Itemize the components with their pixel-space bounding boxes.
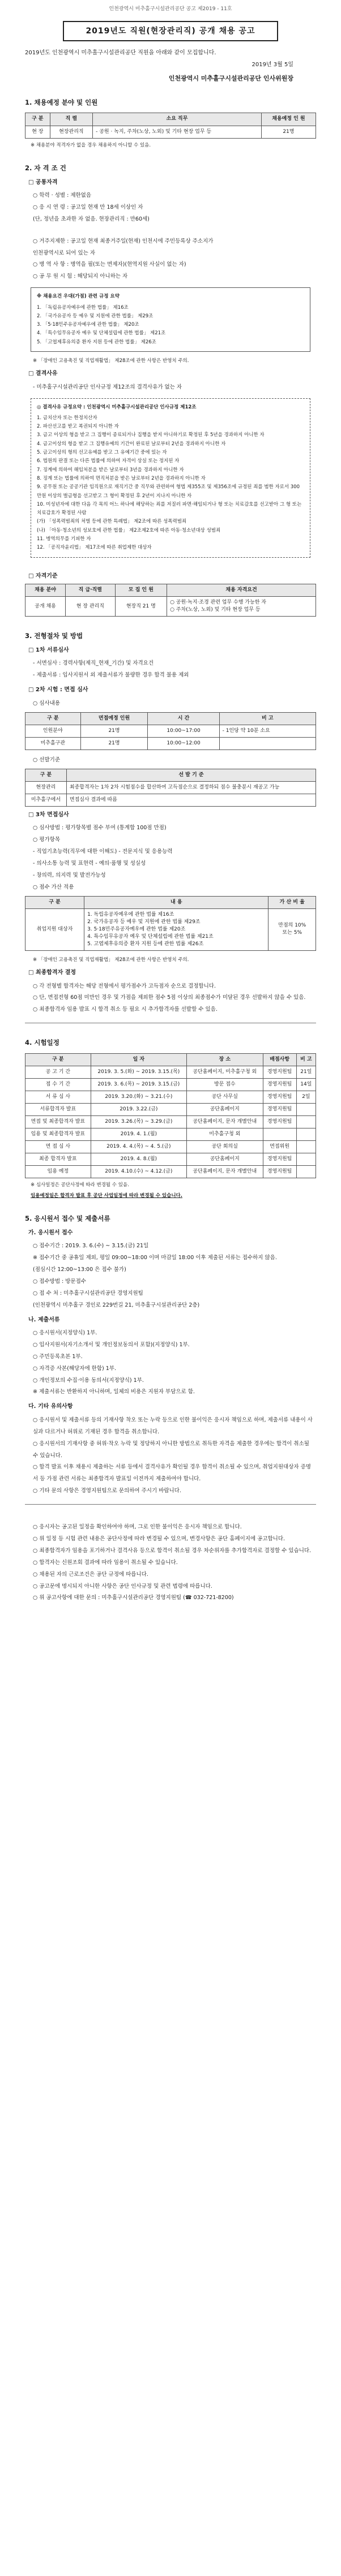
text-line: ○ 병 역 사 항 : 병역을 필(또는 면제자)(현역지원 사실이 없는 자) — [33, 261, 186, 268]
table-cell: 21명 — [80, 725, 148, 737]
column-header: 선 발 기 준 — [66, 769, 316, 781]
table-row — [25, 1116, 316, 1128]
text-line: 3. 「5·18민주유공자예우에 관한 법률」 제20조 — [37, 322, 139, 328]
text-line: ○ 응시원서(지정양식) 1부. — [33, 1330, 97, 1336]
table-row — [25, 1153, 316, 1166]
table-cell: 미추홀구청 외 — [186, 1128, 263, 1141]
table-cell: 면접심사 결과에 따름 — [66, 794, 316, 806]
table-cell: 공단홈페이지 — [186, 1153, 263, 1166]
table-cell: 최종합격자는 1차 2차 시험점수를 합산하여 고득점순으로 결정하되 점수 불충분시 재공고 가능 — [66, 781, 316, 794]
text-line: ○ 공고문에 명시되지 아니한 사항은 공단 인사규정 및 관련 법령에 따릅니다. — [33, 1583, 212, 1589]
table-row — [25, 1141, 316, 1153]
table-cell: 현 장 — [25, 126, 50, 138]
box-lines — [37, 304, 304, 347]
table-cell — [296, 1153, 316, 1166]
text-line: ○ 자격증 사본(해당자에 한함) 1부. — [33, 1365, 116, 1372]
table-cell — [296, 1166, 316, 1178]
text-line: 2. 파산선고를 받고 복권되지 아니한 자 — [37, 424, 119, 430]
column-header: 직 급·직렬 — [66, 584, 116, 597]
table-cell: 21명 — [80, 737, 148, 749]
table-cell — [296, 1116, 316, 1128]
column-header: 내 용 — [84, 896, 268, 908]
text-line: (점심시간 12:00~13:00 은 접수 불가) — [33, 1266, 126, 1273]
table-cell: 공단홈페이지, 문자 개별안내 — [186, 1166, 263, 1178]
table-row — [25, 1066, 316, 1078]
text-line: 4. 「특수임무유공자 예우 및 단체설립에 관한 법률」 제21조 — [37, 330, 166, 337]
text-line: ○ 접수기간 : 2019. 3. 6.(수) ~ 3.15.(금) 21일 — [33, 1243, 149, 1250]
text-line: ○ 응시원서 및 제출서류 등의 기재사항 착오 또는 누락 등으로 인한 불이익은 응시자 책임으로 하며, 제출서류 내용이 사실과 다르거나 허위로 기재된 경우 합격을 취소합니다. — [33, 1416, 313, 1435]
table-cell: 2019. 4. 8.(월) — [91, 1153, 186, 1166]
text-line: 1. 「독립유공자예우에 관한 법률」 제16조 — [37, 304, 129, 311]
text-line: ※ 제출서류는 반환하지 아니하며, 일체의 비용은 지원자 부담으로 함. — [33, 1389, 195, 1395]
text-line: 5. 「고엽제후유의증 환자 지원 등에 관한 법률」 제26조 — [37, 339, 156, 345]
table-cell: 2019. 3. 6.(목) ~ 2019. 3.15.(금) — [91, 1078, 186, 1091]
text-line: 11. 병역의무를 기피한 자 — [37, 536, 91, 542]
table-cell: 경영지원팀 — [263, 1078, 296, 1091]
text-line: - 미추홀구시설관리공단 인사규정 제12조의 결격사유가 없는 자 — [33, 384, 182, 390]
table-row — [25, 1128, 316, 1141]
sub-title: □ 1차 서류심사 — [28, 647, 69, 653]
interview-table — [25, 712, 316, 750]
column-header: 비 고 — [296, 1053, 316, 1066]
text-line: ○ 평가항목 — [33, 837, 61, 843]
box-title: ◎ 결격사유 규정요약 : 인천광역시 미추홀구시설관리공단 인사규정 제12조 — [37, 404, 197, 410]
text-line: 8. 징계 또는 법률에 의하여 면직처분을 받은 날로부터 2년을 경과하지 아니한 자 — [37, 475, 206, 481]
text-lines — [33, 658, 316, 682]
column-header: 가 산 비 율 — [268, 896, 316, 908]
sub-title: □ 3차 면접심사 — [28, 811, 69, 818]
text-lines — [33, 1415, 316, 1497]
section-requirements — [25, 572, 316, 617]
table-cell: 경영지원팀 — [263, 1166, 296, 1178]
column-header: 채용예정 인 원 — [261, 113, 316, 126]
column-header: 모 집 인 원 — [115, 584, 167, 597]
table-cell: - 1인당 약 10분 소요 — [219, 725, 316, 737]
note: ※ 채용분야 적격자가 없을 경우 채용하지 아니할 수 있음. — [31, 142, 151, 148]
text-line: ○ 각 전형별 합격자는 해당 전형에서 평가점수가 고득점자 순으로 결정합니다. — [33, 983, 216, 989]
sub-title: 다. 기타 유의사항 — [28, 1403, 73, 1410]
text-line: 6. 법원의 판결 또는 다른 법률에 의하여 자격이 상실 또는 정지된 자 — [37, 458, 180, 464]
table-cell — [219, 737, 316, 749]
text-line: 3. 금고 이상의 형을 받고 그 집행이 종료되거나 집행을 받지 아니하기로 확정된 후 5년을 경과하지 아니한 자 — [37, 432, 265, 438]
text-line: ○ 점수 가산 적용 — [33, 884, 74, 890]
table-row — [25, 725, 316, 737]
table-cell: - 공원 · 녹지, 주차(노상, 노외) 및 기타 현장 업무 등 — [93, 126, 262, 138]
table-cell: 2019. 4. 4.(목) ~ 4. 5.(금) — [91, 1141, 186, 1153]
bonus-table — [25, 896, 316, 951]
table-cell: 면 접 심 사 — [25, 1141, 91, 1153]
sub-title: □ 자격기준 — [28, 572, 58, 579]
text-line: 4. 금고이상의 형을 받고 그 집행유예의 기간이 완료된 날로부터 2년을 경과하지 아니한 자 — [37, 441, 226, 447]
section-qualifications — [25, 163, 316, 558]
text-lines — [33, 822, 316, 881]
column-header: 채용 분야 — [25, 584, 66, 597]
table-cell: 2019. 3.26.(목) ~ 3.29.(금) — [91, 1116, 186, 1128]
column-header: 장 소 — [186, 1053, 263, 1066]
text-lines — [33, 1522, 316, 1604]
table-cell: 현장관리 — [25, 781, 67, 794]
signature: 인천광역시 미추홀구시설관리공단 인사위원장 — [168, 74, 293, 82]
table-cell: 만점의 10% 또는 5% — [268, 908, 316, 950]
notice-number: 인천광역시 미추홀구시설관리공단 공고 제2019 - 11호 — [109, 6, 232, 12]
box-lines — [37, 414, 304, 553]
table-row — [25, 1078, 316, 1091]
table-cell: 경영지원팀 — [263, 1091, 296, 1104]
text-line: ○ 주민등록초본 1부. — [33, 1353, 83, 1360]
table-cell: 공개 채용 — [25, 597, 66, 617]
table-cell: 서 류 심 사 — [25, 1091, 91, 1104]
sub-title: 가. 응시원서 접수 — [28, 1229, 73, 1236]
text-line: ○ 접수방법 : 방문접수 — [33, 1278, 86, 1285]
text-line: ○ 접 수 처 : 미추홀구시설관리공단 경영지원팀 — [33, 1290, 143, 1296]
text-lines — [33, 1328, 316, 1398]
note: ※ 심사일정은 공단사정에 따라 변경될 수 있음. — [31, 1182, 129, 1188]
column-header: 일 자 — [91, 1053, 186, 1066]
table-cell: 2일 — [296, 1091, 316, 1104]
table-cell: 2019. 3.22.(금) — [91, 1104, 186, 1116]
requirements-table — [25, 584, 316, 617]
table-cell: 미추홀구에서 — [25, 794, 67, 806]
note: 임용예정일은 합격자 발표 후 공단 사업일정에 따라 변경될 수 있습니다. — [31, 1192, 182, 1199]
table-cell: 10:00~12:00 — [148, 737, 219, 749]
text-line: ○ 단, 면접전형 60점 미만인 경우 및 가점을 제외한 점수 5점 이상의 최종점수가 미달된 경우 선발하지 않을 수 있음. — [33, 994, 306, 1001]
text-line: ○ 거주지제한 : 공고일 현재 최종거주일(현재) 인천시에 주민등록상 주소지가 — [33, 238, 214, 244]
text-line: (인천광역시 미추홀구 경인로 229번길 21, 미추홀구시설관리공단 2층) — [33, 1302, 200, 1308]
column-header: 소요 직무 — [93, 113, 262, 126]
table-cell: 방문 접수 — [186, 1078, 263, 1091]
table-cell: 현장관리직 — [50, 126, 92, 138]
text-line: 1. 금치산자 또는 한정치산자 — [37, 415, 97, 421]
box-title: ※ 채용요건 우대(가점) 관련 규정 요약 — [37, 294, 120, 300]
text-line: 12. 「공직자윤리법」 제17조에 따른 취업제한 대상자 — [37, 545, 152, 551]
table-cell: 2019. 3. 5.(화) ~ 2019. 3.15.(목) — [91, 1066, 186, 1078]
criteria-table — [25, 769, 316, 807]
section-application — [25, 1214, 316, 1497]
text-line: - 의사소통 능력 및 표현력 - 예의·품행 및 성실성 — [33, 860, 146, 867]
text-line: ※ 「장애인 고용촉진 및 직업재활법」 제28조에 관한 사항은 반영치 주의. — [33, 957, 189, 963]
text-line: ○ 응 시 연 령 : 공고일 현재 만 18세 이상인 자 — [33, 204, 143, 210]
column-header: 직 렬 — [50, 113, 92, 126]
text-line: (단, 정년을 초과한 자 없음. 현장관리직 : 만60세) — [33, 216, 150, 222]
table-cell: 임용 및 최종합격자 발표 — [25, 1128, 91, 1141]
text-line: - 제출서류 : 입사지원서 외 제출서류가 불량한 경우 합격 불용 제외 — [33, 672, 189, 679]
table-cell: 공단홈페이지 — [186, 1104, 263, 1116]
table-row — [25, 794, 316, 806]
section-title: 2. 자 격 조 건 — [25, 163, 66, 172]
table-row — [25, 908, 316, 950]
text-line: ○ 입사지원서(자기소개서 및 개인정보동의서 포함)(지정양식) 1부. — [33, 1341, 190, 1348]
text-line: ※ 접수기간 중 공휴일 제외, 평일 09:00~18:00 이며 마감일 18:00 이후 제출된 서류는 접수하지 않음. — [33, 1255, 277, 1261]
sub-title: □ 2차 시험 : 면접 심사 — [28, 687, 88, 693]
disqualification-box — [31, 398, 310, 558]
column-header: 구 분 — [25, 1053, 91, 1066]
table-cell: 임용 예정 — [25, 1166, 91, 1178]
text-line: ○ 최종합격자가 임용을 포기하거나 결격사유 등으로 합격이 취소될 경우 차순위자를 추가합격자로 결정할 수 있습니다. — [33, 1547, 312, 1554]
table-cell: 현 장 관리직 — [66, 597, 116, 617]
text-lines — [33, 236, 316, 283]
text-line: 9. 공무원 또는 공공기관 임직원으로 재직기간 중 직무와 관련하여 형법 제355조 및 제356조에 규정된 죄를 범한 자로서 300만원 이상의 벌금형을 선고받고 그 형이 확정된 후 2년이 지나지 아니한 자 — [37, 484, 300, 499]
table-cell: 인원분야 — [25, 725, 81, 737]
text-line: 2. 「국가유공자 등 예우 및 지원에 관한 법률」 제29조 — [37, 313, 154, 319]
table-cell: 1. 독립유공자예우에 관한 법률 제16조 2. 국가유공자 등 예우 및 지원에 관한 법률 제29조 3. 5·18민주유공자예우에 관한 법률 제20조 4. 특수임무유공자 예우 및 단체설립에 관한 법률 제21조 5. 고엽제후유의증 환자 지원 등에 관한 법률 제26조 — [84, 908, 268, 950]
table-row — [25, 737, 316, 749]
table-cell: ○ 공원·녹지·조경 관련 업무 수행 가능한 자 ○ 주차(노상, 노외) 및 기타 현장 업무 등 — [167, 597, 316, 617]
table-cell: 경영지원팀 — [263, 1066, 296, 1078]
text-line: - 서면심사 : 경력사항(제직_현재_기간) 및 자격요건 — [33, 660, 154, 667]
table-row — [25, 1104, 316, 1116]
table-cell: 공 고 기 간 — [25, 1066, 91, 1078]
table-cell: 2019. 4.10.(수) ~ 4.12.(금) — [91, 1166, 186, 1178]
table-cell: 2019. 3.20.(화) ~ 3.21.(수) — [91, 1091, 186, 1104]
sub-title: 나. 제출서류 — [28, 1316, 60, 1323]
text-line: ○ 개인정보의 수집·이용 동의서(지정양식) 1부. — [33, 1377, 144, 1384]
text-line: ○ 위 일정 등 시험 관련 내용은 공단사정에 따라 변경될 수 있으며, 변경사항은 공단 홈페이지에 공고합니다. — [33, 1535, 285, 1542]
section-notes — [25, 1522, 316, 1604]
table-row — [25, 597, 316, 617]
text-line: ○ 공 무 원 시 험 : 해당되지 아니하는 자 — [33, 273, 128, 280]
table-cell: 최종 합격자 발표 — [25, 1153, 91, 1166]
table-cell: 현장직 21 명 — [115, 597, 167, 617]
text-line: 7. 징계에 의하여 해임처분을 받은 날로부터 3년을 경과하지 아니한 자 — [37, 467, 184, 473]
column-header: 시 간 — [148, 712, 219, 725]
table-cell: 10:00~17:00 — [148, 725, 219, 737]
info-box — [31, 287, 310, 352]
text-line: ○ 응시원서의 기재사항 중 허위·착오 누락 및 정당하지 아니한 방법으로 취득한 자격을 제출한 경우에는 합격이 취소될 수 있습니다. — [33, 1440, 309, 1459]
text-lines — [33, 190, 316, 226]
intro-text: 2019년도 인천광역시 미추홀구시설관리공단 직원을 아래와 같이 모집합니다. — [25, 50, 216, 57]
text-line: ○ 학력 · 성별 : 제한없음 — [33, 192, 92, 199]
sub-title: □ 최종합격자 결정 — [28, 970, 76, 976]
recruitment-table — [25, 113, 316, 138]
table-cell — [296, 1128, 316, 1141]
table-row — [25, 781, 316, 794]
table-row — [25, 1091, 316, 1104]
text-lines — [33, 1240, 316, 1311]
column-header: 구 분 — [25, 896, 84, 908]
text-line: 인천광역시로 되어 있는 자 — [33, 249, 96, 256]
column-header: 배점사항 — [263, 1053, 296, 1066]
text-line: ○ 최종합격자 임용 발표 시 합격 취소 등 필요 시 추가합격자를 선발할 수 있음. — [33, 1006, 218, 1013]
page-title: 2019년도 직원(현장관리직) 공개 채용 공고 — [63, 21, 278, 41]
text-lines — [33, 981, 316, 1016]
text-line: ○ 응시자는 공고된 일정을 확인하여야 하며, 그로 인한 불이익은 응시자 책임으로 합니다. — [33, 1524, 242, 1531]
section-schedule — [25, 1038, 316, 1199]
table-cell: 경영지원팀 — [263, 1153, 296, 1166]
table-cell: 21명 — [261, 126, 316, 138]
text-line: ※ 「장애인 고용촉진 및 직업재활법」 제28조에 관한 사항은 반영치 주의. — [33, 358, 189, 364]
text-line: 10. 미성년자에 대한 다음 각 목의 어느 하나에 해당하는 죄를 저질러 파면·해임되거나 형 또는 치료감호를 선고받아 그 형 또는 치료감호가 확정된 사람 — [37, 501, 302, 516]
column-header: 채용 자격요건 — [167, 584, 316, 597]
table-cell — [296, 1141, 316, 1153]
text-line: 5. 금고이상의 형의 선고유예를 받고 그 유예기간 중에 있는 자 — [37, 450, 167, 456]
table-cell: 서류합격자 발표 — [25, 1104, 91, 1116]
text-line: ○ 선발기준 — [33, 756, 61, 763]
text-line: ○ 위 공고사항에 대한 문의 : 미추홀구시설관리공단 경영지원팀 (☎ 032-721-8200) — [33, 1595, 234, 1601]
table-cell: 면접위원 — [263, 1141, 296, 1153]
text-line: ○ 합격자는 신원조회 결과에 따라 임용이 취소될 수 있습니다. — [33, 1559, 178, 1566]
text-line: ○ 채용된 자의 근로조건은 공단 규정에 따릅니다. — [33, 1571, 148, 1578]
text-line: (가) 「성폭력범죄의 처벌 등에 관한 특례법」 제2조에 따른 성폭력범죄 — [37, 519, 187, 525]
text-line: - 창의력, 의지력 및 발전가능성 — [33, 872, 106, 878]
column-header: 구 분 — [25, 712, 81, 725]
section-recruitment — [25, 98, 316, 149]
section-title: 1. 채용예정 분야 및 인원 — [25, 98, 98, 106]
section-title: 4. 시험일정 — [25, 1039, 59, 1047]
section-title: 5. 응시원서 접수 및 제출서류 — [25, 1214, 110, 1222]
notice-date: 2019년 3월 5일 — [252, 62, 293, 68]
table-cell — [263, 1128, 296, 1141]
table-cell: 14일 — [296, 1078, 316, 1091]
table-row — [25, 1166, 316, 1178]
column-header: 구 분 — [25, 113, 50, 126]
column-header: 면접예정 인원 — [80, 712, 148, 725]
column-header: 비 고 — [219, 712, 316, 725]
text-line: (나) 「아동·청소년의 성보호에 관한 법률」 제2조제2호에 따른 아동·청소년대상 성범죄 — [37, 527, 221, 533]
table-cell — [296, 1104, 316, 1116]
table-cell: 21일 — [296, 1066, 316, 1078]
text-line: ○ 심사방법 : 평가항목별 점수 부여 (통계합 100점 만점) — [33, 825, 167, 832]
text-line: - 직업기초능력(직무에 대한 이해도) - 전문지식 및 응용능력 — [33, 848, 173, 855]
table-cell: 경영지원팀 — [263, 1116, 296, 1128]
section-title: 3. 전형절차 및 방법 — [25, 632, 83, 640]
section-selection — [25, 631, 316, 1016]
table-cell: 미추홀구관 — [25, 737, 81, 749]
sub-title: □ 공통자격 — [28, 179, 58, 186]
table-cell: 공단홈페이지, 미추홀구청 외 — [186, 1066, 263, 1078]
sub-title: □ 결격사유 — [28, 371, 58, 377]
text-line: ○ 기타 문의 사항은 경영지원팀으로 문의하여 주시기 바랍니다. — [33, 1488, 181, 1494]
table-cell: 공단홈페이지, 문자 개별안내 — [186, 1116, 263, 1128]
text-line: ○ 합격 발표 이후 채용시 제출하는 서류 등에서 결격사유가 확인될 경우 합격이 취소될 수 있으며, 취업지원대상자 증명서 등 가점 관련 서류는 최종합격자 발표일 이전까지 제출하여야 합니다. — [33, 1464, 311, 1483]
table-cell: 면접 및 최종합격자 발표 — [25, 1116, 91, 1128]
table-cell: 취업지원 대상자 — [25, 908, 84, 950]
column-header: 구 분 — [25, 769, 67, 781]
table-cell: 경영지원팀 — [263, 1104, 296, 1116]
text-line: ○ 심사내용 — [33, 700, 61, 707]
schedule-table — [25, 1053, 316, 1178]
table-cell: 2019. 4. 1.(월) — [91, 1128, 186, 1141]
table-cell: 공단 회의실 — [186, 1141, 263, 1153]
table-cell: 공단 사무실 — [186, 1091, 263, 1104]
table-cell: 접 수 기 간 — [25, 1078, 91, 1091]
table-row — [25, 126, 316, 138]
